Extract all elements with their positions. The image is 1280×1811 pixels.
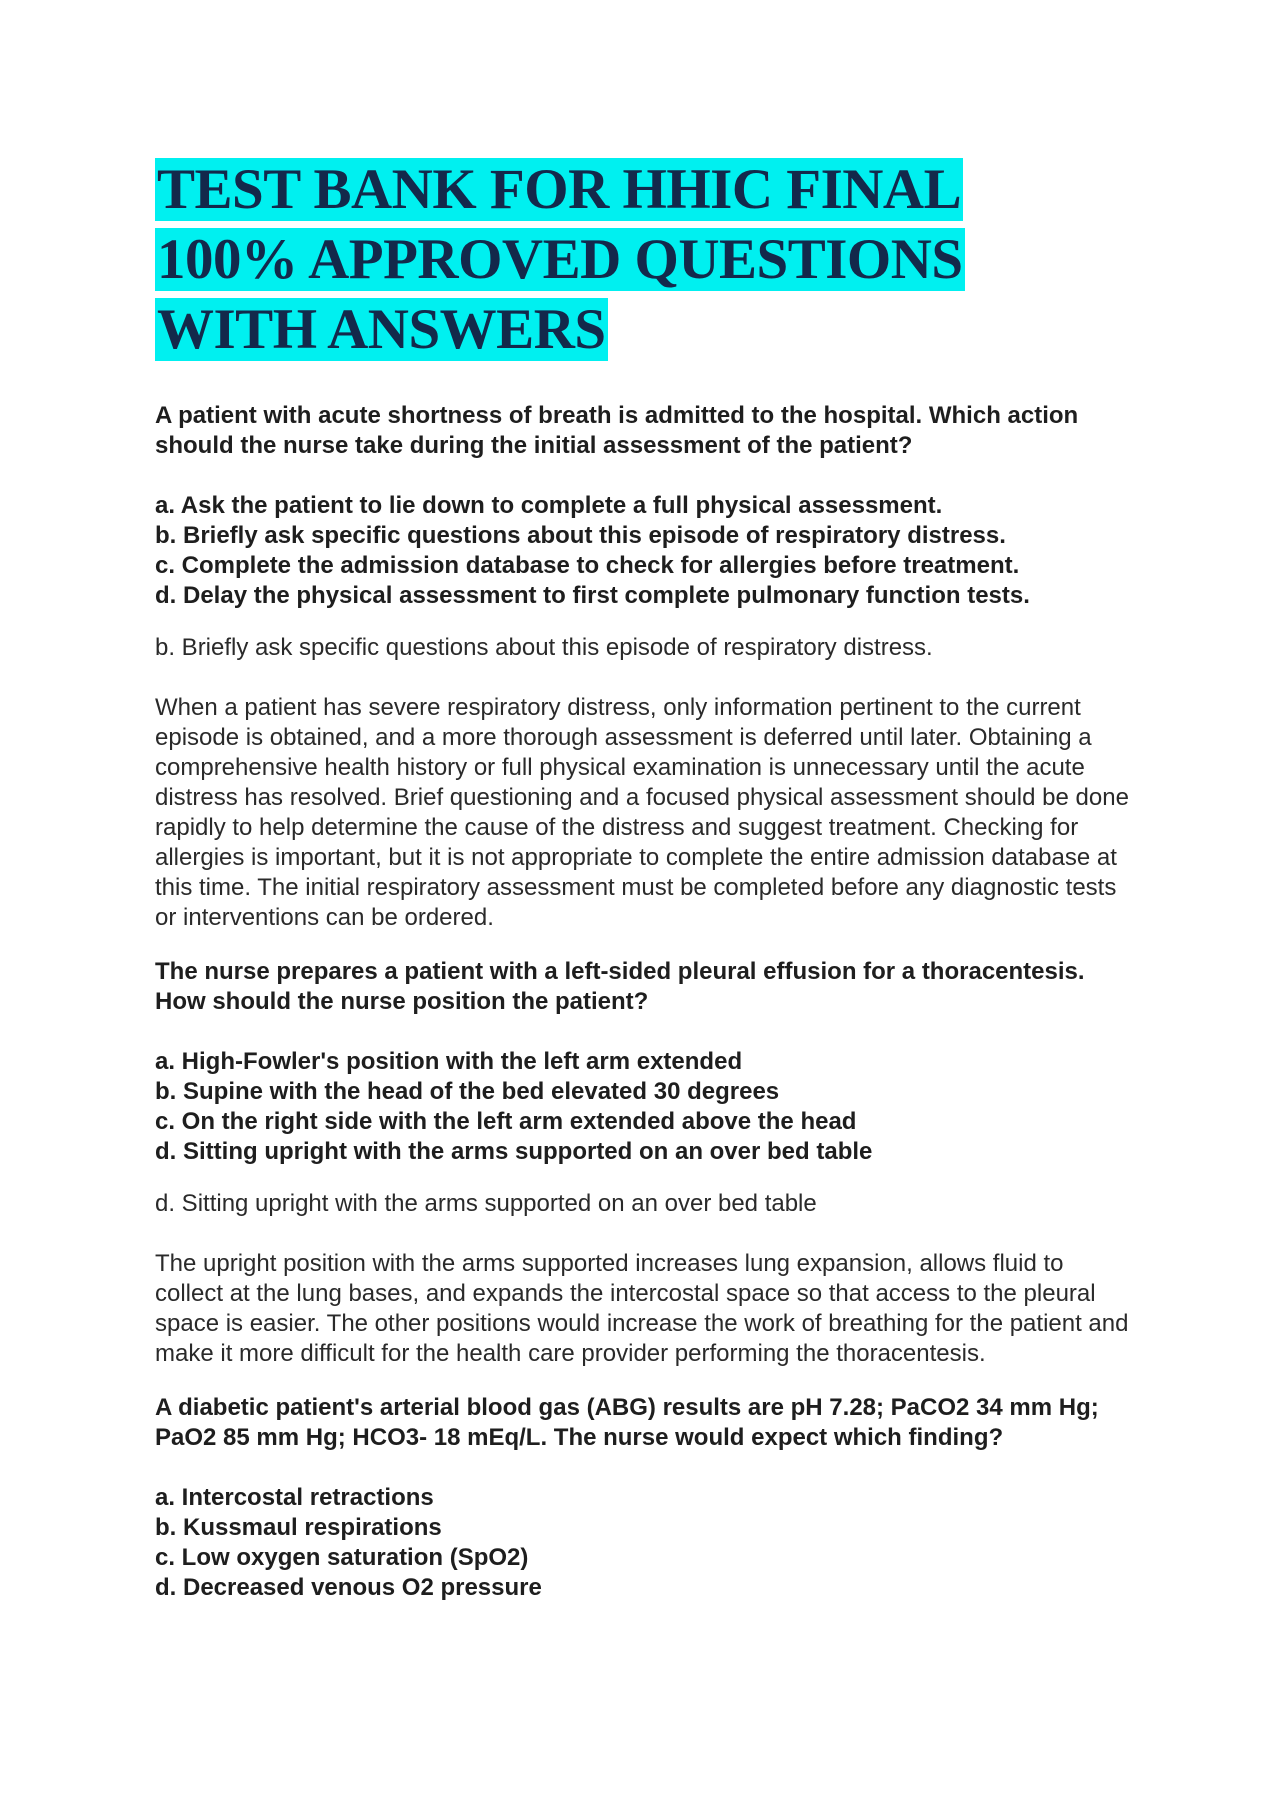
answer-options <box>155 491 1135 611</box>
option-d: d. Sitting upright with the arms supported on an over bed table <box>155 1138 873 1165</box>
option-b: b. Kussmaul respirations <box>155 1514 442 1541</box>
correct-answer: d. Sitting upright with the arms supported on an over bed table <box>155 1190 817 1217</box>
answer-options <box>155 1483 1135 1603</box>
rationale: The upright position with the arms supported increases lung expansion, allows fluid to collect at the lung bases, and expands the intercostal space so that access to the pleural space is easier. The other positions would increase the work of breathing for the patient and make it more difficult for the health care provider performing the thoracentesis. <box>155 1250 1129 1367</box>
option-c: c. On the right side with the left arm extended above the head <box>155 1108 857 1135</box>
question-stem: The nurse prepares a patient with a left-sided pleural effusion for a thoracentesis. How should the nurse position the patient? <box>155 958 1085 1015</box>
title-line-1: TEST BANK FOR HHIC FINAL <box>157 158 962 221</box>
correct-answer: b. Briefly ask specific questions about this episode of respiratory distress. <box>155 634 933 661</box>
question-block-1 <box>155 401 1135 933</box>
option-c: c. Low oxygen saturation (SpO2) <box>155 1544 529 1571</box>
title-line-2: 100% APPROVED QUESTIONS <box>157 228 963 291</box>
option-a: a. High-Fowler's position with the left arm extended <box>155 1048 743 1075</box>
option-c: c. Complete the admission database to check for allergies before treatment. <box>155 552 1020 579</box>
document-title <box>155 155 1135 365</box>
answer-options <box>155 1047 1135 1167</box>
question-block-2 <box>155 957 1135 1369</box>
option-a: a. Intercostal retractions <box>155 1484 434 1511</box>
option-d: d. Delay the physical assessment to first complete pulmonary function tests. <box>155 582 1030 609</box>
option-b: b. Briefly ask specific questions about this episode of respiratory distress. <box>155 522 1006 549</box>
option-b: b. Supine with the head of the bed elevated 30 degrees <box>155 1078 780 1105</box>
question-stem: A patient with acute shortness of breath is admitted to the hospital. Which action should the nurse take during the initial assessment of the patient? <box>155 402 1079 459</box>
question-block-3 <box>155 1393 1135 1603</box>
document-page <box>155 155 1135 1625</box>
title-line-3: WITH ANSWERS <box>157 298 606 361</box>
option-a: a. Ask the patient to lie down to complete a full physical assessment. <box>155 492 943 519</box>
rationale: When a patient has severe respiratory distress, only information pertinent to the current episode is obtained, and a more thorough assessment is deferred until later. Obtaining a comprehensive health history or full physical examination is unnecessary until the acute distress has resolved. Brief questioning and a focused physical assessment should be done rapidly to help determine the cause of the distress and suggest treatment. Checking for allergies is important, but it is not appropriate to complete the entire admission database at this time. The initial respiratory assessment must be completed before any diagnostic tests or interventions can be ordered. <box>155 694 1129 931</box>
option-d: d. Decreased venous O2 pressure <box>155 1574 542 1601</box>
question-stem: A diabetic patient's arterial blood gas (ABG) results are pH 7.28; PaCO2 34 mm Hg; PaO2 85 mm Hg; HCO3- 18 mEq/L. The nurse would expect which finding? <box>155 1394 1099 1451</box>
